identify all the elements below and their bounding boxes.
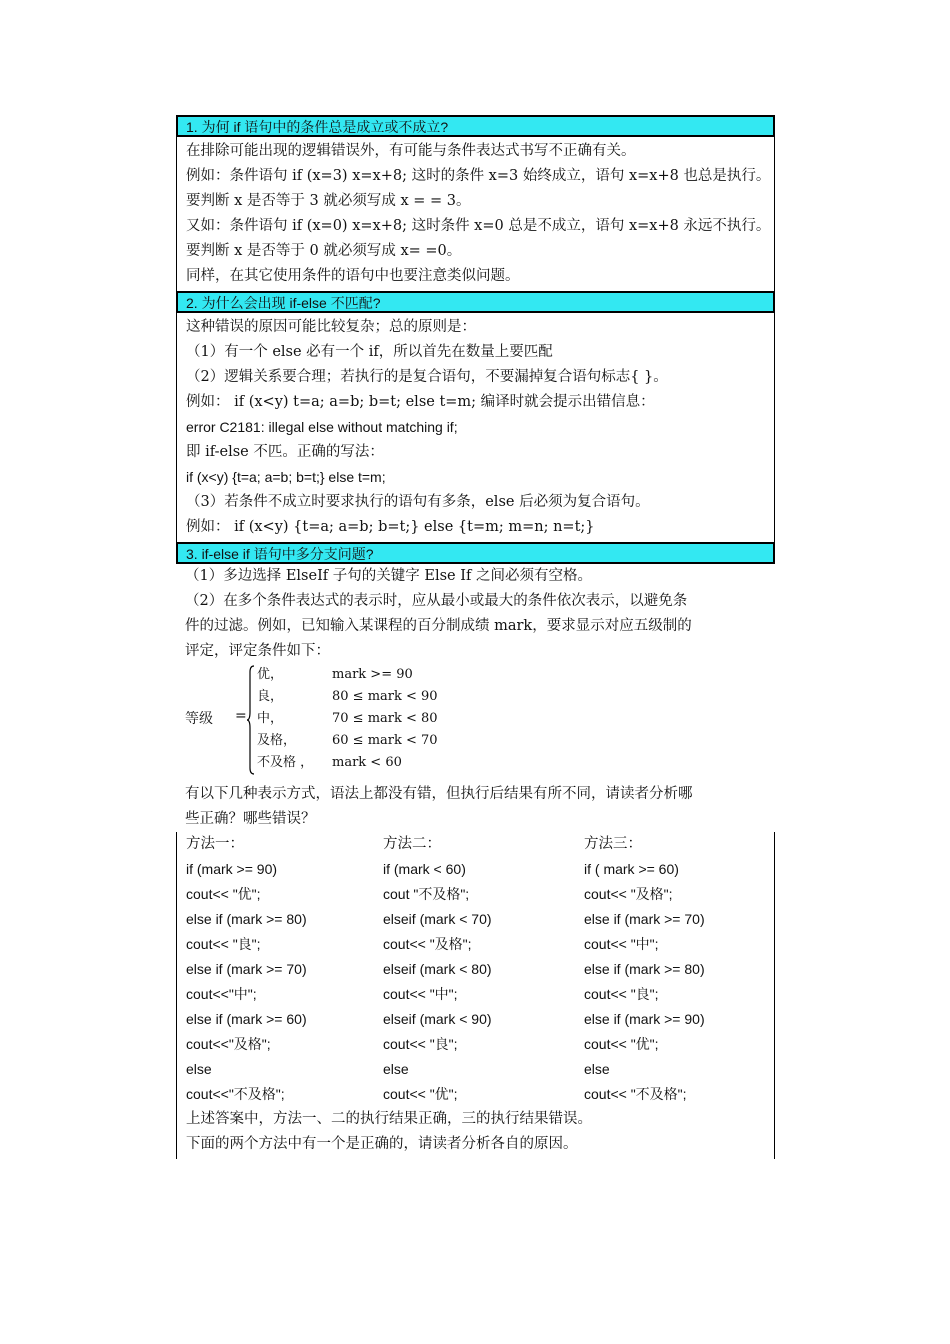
s1-line: 要判断 x 是否等于 3 就必须写成 x = = 3。 — [186, 193, 471, 209]
formula-grade: 中， — [257, 711, 284, 726]
method-title: 方法二： — [383, 836, 441, 852]
left-brace-icon — [247, 664, 255, 776]
method-2 — [383, 832, 492, 1107]
s2-error-line: error C2181: illegal else without matching if; — [186, 419, 458, 435]
s1-line: 同样，在其它使用条件的语句中也要注意类似问题。 — [186, 268, 520, 284]
s2-line: 例如： if (x<y) t=a; a=b; b=t; else t=m; 编译时就会提示出错信息： — [186, 394, 655, 410]
s1-line: 例如：条件语句 if (x=3) x=x+8; 这时的条件 x=3 始终成立，语句 x=x+8 也总是执行。 — [186, 168, 771, 184]
method-title: 方法三： — [584, 836, 642, 852]
code-line: elseif (mark < 90) — [383, 1011, 492, 1027]
code-line: else if (mark >= 90) — [584, 1011, 705, 1027]
s3-line: （1）多边选择 ElseIf 子句的关键字 Else If 之间必须有空格。 — [185, 568, 592, 584]
code-line: cout<< "良"; — [584, 986, 659, 1002]
code-line: else — [383, 1061, 409, 1077]
conclusion-line: 下面的两个方法中有一个是正确的，请读者分析各自的原因。 — [186, 1136, 578, 1152]
conclusion-line: 上述答案中，方法一、二的执行结果正确，三的执行结果错误。 — [186, 1111, 592, 1127]
s2-line: （3）若条件不成立时要求执行的语句有多条，else 后必须为复合语句。 — [186, 494, 650, 510]
code-line: cout<< "及格"; — [383, 936, 472, 952]
section-3-after — [176, 782, 775, 832]
s1-line: 在排除可能出现的逻辑错误外，有可能与条件表达式书写不正确有关。 — [186, 143, 636, 159]
code-line: cout<< "不及格"; — [584, 1086, 687, 1102]
code-line: else if (mark >= 70) — [186, 961, 307, 977]
s2-line: 例如： if (x<y) {t=a; a=b; b=t;} else {t=m; m=n; n=t;} — [186, 519, 595, 535]
code-line: cout<< "优"; — [584, 1036, 659, 1052]
code-line: else if (mark >= 80) — [186, 911, 307, 927]
code-line: if ( mark >= 60) — [584, 861, 679, 877]
section-2-body — [176, 313, 775, 542]
formula-grade: 及格， — [257, 733, 297, 748]
code-line: cout<< "中"; — [584, 936, 659, 952]
section-1-title: 1. 为何 if 语句中的条件总是成立或不成立? — [176, 115, 775, 137]
section-3-body — [176, 564, 775, 664]
formula-grade: 良， — [257, 689, 284, 704]
s3-line: （2）在多个条件表达式的表示时，应从最小或最大的条件依次表示，以避免条 — [185, 593, 688, 609]
formula-grade: 优， — [257, 667, 284, 682]
code-line: cout "不及格"; — [383, 886, 470, 902]
code-line: cout<<"中"; — [186, 986, 257, 1002]
code-line: else if (mark >= 80) — [584, 961, 705, 977]
formula-condition: mark >= 90 — [332, 667, 413, 682]
s2-code-line: if (x<y) {t=a; a=b; b=t;} else t=m; — [186, 469, 386, 485]
formula-condition: 70 ≤ mark < 80 — [332, 711, 438, 726]
code-line: cout<<"及格"; — [186, 1036, 271, 1052]
s3-after-line: 有以下几种表示方式，语法上都没有错，但执行后结果有所不同，请读者分析哪 — [185, 786, 693, 802]
method-1 — [186, 832, 307, 1107]
s3-after-line: 些正确？哪些错误？ — [185, 811, 316, 827]
s3-line: 评定，评定条件如下： — [185, 643, 330, 659]
code-line: else — [584, 1061, 610, 1077]
grade-formula — [185, 664, 775, 782]
s1-line: 又如：条件语句 if (x=0) x=x+8; 这时条件 x=0 总是不成立，语句 x=x+8 永远不执行。 — [186, 218, 771, 234]
formula-label: 等级 — [185, 711, 213, 727]
code-line: if (mark < 60) — [383, 861, 466, 877]
code-line: cout<< "及格"; — [584, 886, 673, 902]
code-line: cout<< "良"; — [186, 936, 261, 952]
code-line: cout<< "良"; — [383, 1036, 458, 1052]
document — [176, 115, 775, 1159]
code-line: else if (mark >= 60) — [186, 1011, 307, 1027]
formula-condition: mark < 60 — [332, 755, 402, 770]
formula-condition: 60 ≤ mark < 70 — [332, 733, 438, 748]
formula-condition: 80 ≤ mark < 90 — [332, 689, 438, 704]
code-line: cout<< "优"; — [383, 1086, 458, 1102]
formula-grade: 不及格 ， — [257, 755, 314, 770]
section-3-title: 3. if-else if 语句中多分支问题? — [176, 542, 775, 564]
code-line: if (mark >= 90) — [186, 861, 278, 877]
code-line: elseif (mark < 70) — [383, 911, 492, 927]
method-title: 方法一： — [186, 836, 244, 852]
conclusion — [176, 1107, 775, 1159]
section-1-body — [176, 137, 775, 291]
s2-line: （2）逻辑关系要合理；若执行的是复合语句，不要漏掉复合语句标志{ }。 — [186, 369, 668, 385]
s1-line: 要判断 x 是否等于 0 就必须写成 x= =0。 — [186, 243, 462, 259]
formula-equals: = — [235, 708, 247, 724]
section-2-title: 2. 为什么会出现 if-else 不匹配? — [176, 291, 775, 313]
method-3 — [584, 832, 705, 1107]
code-line: cout<< "中"; — [383, 986, 458, 1002]
methods-table — [176, 832, 775, 1107]
s2-line: （1）有一个 else 必有一个 if，所以首先在数量上要匹配 — [186, 344, 553, 360]
code-line: cout<< "优"; — [186, 886, 261, 902]
s3-line: 件的过滤。例如，已知输入某课程的百分制成绩 mark，要求显示对应五级制的 — [185, 618, 692, 634]
s2-line: 即 if-else 不匹。正确的写法： — [186, 444, 384, 460]
s2-line: 这种错误的原因可能比较复杂；总的原则是： — [186, 319, 476, 335]
code-line: else if (mark >= 70) — [584, 911, 705, 927]
code-line: else — [186, 1061, 212, 1077]
code-line: cout<<"不及格"; — [186, 1086, 285, 1102]
code-line: elseif (mark < 80) — [383, 961, 492, 977]
